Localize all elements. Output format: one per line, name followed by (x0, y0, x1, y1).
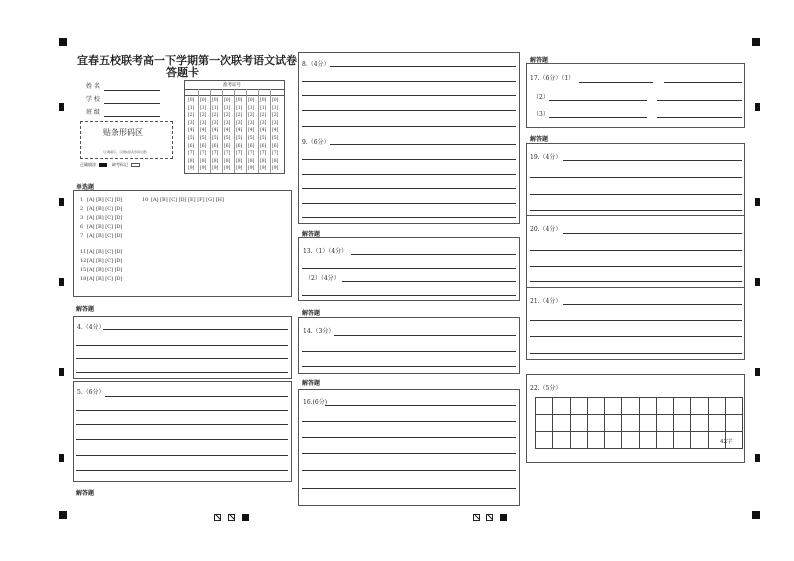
digit-bubble[interactable]: [4] (188, 128, 195, 134)
digit-bubble[interactable]: [8] (236, 158, 243, 164)
exam-number-header: 准考证号 (223, 83, 241, 88)
answer-line[interactable] (530, 177, 742, 178)
writing-cell[interactable] (621, 397, 639, 415)
mcq-number: 15 (80, 267, 87, 273)
digit-bubble[interactable]: [9] (224, 166, 231, 172)
page-code-mark (473, 514, 480, 521)
digit-bubble[interactable]: [4] (212, 128, 219, 134)
digit-bubble[interactable]: [2] (260, 113, 267, 119)
answer-line[interactable] (530, 353, 742, 354)
digit-bubble[interactable]: [1] (224, 105, 231, 111)
mcq-options[interactable]: [A] [B] [C] [D] (87, 215, 123, 221)
answer-line[interactable] (530, 194, 742, 195)
mcq-number: 7 (80, 233, 84, 239)
digit-bubble[interactable]: [0] (200, 98, 207, 103)
digit-bubble[interactable]: [0] (188, 98, 195, 103)
digit-bubble[interactable]: [1] (236, 105, 243, 111)
answer-line[interactable] (330, 66, 516, 67)
answer-line[interactable] (76, 439, 288, 440)
digit-bubble[interactable]: [1] (272, 105, 279, 111)
mcq-number: 11 (80, 249, 87, 255)
correct-fill-label: 正确填涂 (80, 162, 96, 167)
digit-bubble[interactable]: [4] (236, 128, 243, 134)
answer-line[interactable] (530, 336, 742, 337)
mcq-options[interactable]: [A] [B] [C] [D] (87, 267, 123, 273)
answer-line[interactable] (330, 144, 516, 145)
answer-line[interactable] (76, 410, 288, 411)
digit-bubble[interactable]: [4] (260, 128, 267, 134)
page-title: 宜春五校联考高一下学期第一次联考语文试卷 (77, 54, 297, 67)
digit-bubble[interactable]: [6] (188, 143, 195, 149)
q5-label: 5.（6分） (77, 389, 105, 396)
digit-bubble[interactable]: [7] (248, 151, 255, 157)
answer-line[interactable] (530, 266, 742, 267)
q22-label: 22.（5分） (530, 385, 562, 392)
digit-bubble[interactable]: [9] (188, 166, 195, 172)
writing-cell[interactable] (604, 414, 622, 432)
digit-bubble[interactable]: [3] (236, 120, 243, 126)
answer-line[interactable] (302, 366, 516, 367)
q8-q9-box (298, 52, 520, 224)
digit-bubble[interactable]: [1] (200, 105, 207, 111)
writing-cell[interactable] (552, 431, 570, 449)
mcq-options[interactable]: [A] [B] [C] [D] (87, 224, 123, 230)
answer-line[interactable] (530, 320, 742, 321)
digit-bubble[interactable]: [5] (212, 136, 219, 141)
q20-label: 20.（4分） (530, 226, 562, 233)
class-field[interactable] (104, 116, 160, 117)
digit-bubble[interactable]: [9] (260, 166, 267, 172)
writing-cell[interactable] (587, 397, 605, 415)
answer-line[interactable] (76, 455, 288, 456)
digit-bubble[interactable]: [9] (248, 166, 255, 172)
digit-bubble[interactable]: [3] (188, 120, 195, 126)
timing-mark (59, 103, 64, 111)
answer-line[interactable] (657, 117, 742, 118)
timing-mark (755, 278, 760, 286)
mcq-10-number: 10 (142, 197, 149, 203)
digit-bubble[interactable]: [8] (272, 158, 279, 164)
digit-bubble[interactable]: [9] (200, 166, 207, 172)
answer-section-title: 解答题 (302, 310, 321, 317)
writing-cell[interactable] (535, 414, 553, 432)
registration-mark (752, 511, 760, 519)
digit-bubble[interactable]: [4] (272, 128, 279, 134)
writing-cell[interactable] (673, 397, 691, 415)
q19-label: 19.（4分） (530, 154, 562, 161)
digit-bubble[interactable]: [5] (188, 136, 195, 141)
writing-cell[interactable] (725, 397, 743, 415)
q8-label: 8.（4分） (302, 61, 330, 68)
answer-line[interactable] (76, 345, 288, 346)
digit-bubble[interactable]: [4] (248, 128, 255, 134)
writing-cell[interactable] (725, 414, 743, 432)
answer-section-title: 解答题 (530, 136, 549, 143)
writing-cell[interactable] (639, 397, 657, 415)
writing-cell[interactable] (570, 397, 588, 415)
answer-line[interactable] (549, 117, 647, 118)
timing-mark (59, 278, 64, 286)
digit-bubble[interactable]: [2] (248, 113, 255, 119)
registration-mark (59, 511, 67, 519)
correct-fill-sample (99, 163, 107, 167)
writing-cell[interactable] (621, 414, 639, 432)
answer-line[interactable] (302, 159, 516, 160)
mcq-number: 6 (80, 224, 84, 230)
digit-bubble[interactable]: [6] (236, 143, 243, 149)
digit-bubble[interactable]: [3] (272, 120, 279, 126)
answer-line[interactable] (76, 372, 288, 373)
answer-section-title: 解答题 (302, 231, 321, 238)
timing-mark (755, 454, 760, 462)
digit-bubble[interactable]: [5] (272, 136, 279, 141)
answer-line[interactable] (657, 100, 742, 101)
writing-cell[interactable] (621, 431, 639, 449)
digit-bubble[interactable]: [6] (272, 143, 279, 149)
registration-mark (752, 38, 760, 46)
answer-line[interactable] (302, 188, 516, 189)
answer-line[interactable] (302, 421, 516, 422)
barcode-label: 贴条形码区 (103, 128, 143, 137)
answer-line[interactable] (103, 329, 288, 330)
q4-label: 4.（4分） (77, 324, 105, 331)
digit-bubble[interactable]: [5] (236, 136, 243, 141)
answer-line[interactable] (563, 233, 742, 234)
digit-bubble[interactable]: [9] (212, 166, 219, 172)
timing-mark (755, 103, 760, 111)
digit-bubble[interactable]: [6] (260, 143, 267, 149)
q17-2-label: （2） (533, 94, 549, 101)
digit-bubble[interactable]: [8] (224, 158, 231, 164)
answer-section-title: 解答题 (76, 306, 95, 313)
timing-mark (755, 368, 760, 376)
digit-bubble[interactable]: [6] (200, 143, 207, 149)
writing-cell[interactable] (570, 431, 588, 449)
answer-line[interactable] (302, 217, 516, 218)
writing-cell[interactable] (656, 397, 674, 415)
class-label: 班 级 (86, 109, 100, 116)
q4-box (73, 316, 292, 379)
writing-cell[interactable] (552, 414, 570, 432)
digit-bubble[interactable]: [5] (200, 136, 207, 141)
digit-bubble[interactable]: [6] (224, 143, 231, 149)
mcq-number: 3 (80, 215, 84, 221)
q19-box (526, 143, 745, 216)
grid-column-divider (234, 89, 235, 173)
answer-line[interactable] (302, 470, 516, 471)
writing-cell[interactable] (690, 414, 708, 432)
digit-bubble[interactable]: [4] (224, 128, 231, 134)
writing-cell[interactable] (656, 431, 674, 449)
grid-column-divider (198, 89, 199, 173)
answer-line[interactable] (334, 335, 516, 336)
digit-bubble[interactable]: [2] (212, 113, 219, 119)
answer-line[interactable] (76, 424, 288, 425)
answer-line[interactable] (579, 82, 653, 83)
mcq-number: 12 (80, 258, 87, 264)
q17-box (526, 63, 745, 128)
mcq-options[interactable]: [A] [B] [C] [D] (87, 258, 123, 264)
name-field[interactable] (104, 90, 160, 91)
digit-bubble[interactable]: [9] (272, 166, 279, 172)
digit-bubble[interactable]: [2] (224, 113, 231, 119)
digit-bubble[interactable]: [0] (272, 98, 279, 103)
mcq-number: 18 (80, 276, 87, 282)
answer-line[interactable] (105, 396, 288, 397)
mcq-options[interactable]: [A] [B] [C] [D] (87, 249, 123, 255)
digit-bubble[interactable]: [3] (224, 120, 231, 126)
digit-bubble[interactable]: [0] (260, 98, 267, 103)
answer-section-title: 解答题 (302, 380, 321, 387)
exam-number-grid (184, 80, 285, 174)
q13-2-label: （2）（4分） (305, 275, 340, 282)
answer-line[interactable] (302, 110, 516, 111)
digit-bubble[interactable]: [8] (248, 158, 255, 164)
answer-line[interactable] (563, 160, 742, 161)
page-code-mark (486, 514, 493, 521)
writing-cell[interactable] (690, 397, 708, 415)
writing-cell[interactable] (673, 414, 691, 432)
mcq-number: 1 (80, 197, 84, 203)
digit-bubble[interactable]: [1] (212, 105, 219, 111)
digit-bubble[interactable]: [2] (236, 113, 243, 119)
q21-label: 21.（4分） (530, 298, 562, 305)
school-label: 学 校 (86, 96, 100, 103)
page-code-mark (228, 514, 235, 521)
q13-1-label: 13.（1）（4分） (303, 248, 348, 255)
writing-cell[interactable] (708, 397, 726, 415)
page-subtitle: 答题卡 (166, 66, 199, 79)
digit-bubble[interactable]: [0] (236, 98, 243, 103)
digit-bubble[interactable]: [2] (272, 113, 279, 119)
registration-mark (59, 38, 67, 46)
digit-bubble[interactable]: [7] (200, 151, 207, 157)
digit-bubble[interactable]: [3] (248, 120, 255, 126)
digit-bubble[interactable]: [1] (260, 105, 267, 111)
answer-line[interactable] (549, 100, 647, 101)
digit-bubble[interactable]: [1] (248, 105, 255, 111)
answer-line[interactable] (325, 405, 516, 406)
answer-line[interactable] (302, 174, 516, 175)
answer-line[interactable] (530, 281, 742, 282)
digit-bubble[interactable]: [0] (212, 98, 219, 103)
q21-box (526, 287, 745, 360)
writing-cell[interactable] (656, 414, 674, 432)
writing-cell[interactable] (535, 431, 553, 449)
barcode-area (80, 121, 173, 159)
q17-1-label: 17.（6分）（1） (530, 75, 575, 82)
digit-bubble[interactable]: [8] (212, 158, 219, 164)
digit-bubble[interactable]: [1] (188, 105, 195, 111)
timing-mark (59, 454, 64, 462)
absent-mark-label: 缺考标记 (112, 162, 128, 167)
digit-bubble[interactable]: [7] (188, 151, 195, 157)
digit-bubble[interactable]: [7] (236, 151, 243, 157)
writing-cell[interactable] (552, 397, 570, 415)
q9-label: 9.（6分） (302, 139, 330, 146)
mcq-options[interactable]: [A] [B] [C] [D] (87, 233, 123, 239)
timing-mark (59, 198, 64, 206)
q20-box (526, 215, 745, 288)
writing-cell[interactable] (587, 431, 605, 449)
digit-bubble[interactable]: [7] (260, 151, 267, 157)
writing-cell[interactable] (639, 431, 657, 449)
mcq-number: 2 (80, 206, 84, 212)
digit-bubble[interactable]: [2] (188, 113, 195, 119)
answer-section-title: 解答题 (530, 57, 549, 64)
digit-bubble[interactable]: [7] (212, 151, 219, 157)
writing-cell[interactable] (604, 431, 622, 449)
single-choice-section-title: 单选题 (76, 184, 95, 191)
digit-bubble[interactable]: [8] (200, 158, 207, 164)
absent-mark-box[interactable] (131, 163, 140, 167)
writing-cell[interactable] (690, 431, 708, 449)
q16-label: 16.(6分) (303, 399, 328, 406)
name-label: 姓 名 (86, 83, 100, 90)
timing-mark (755, 198, 760, 206)
answer-line[interactable] (302, 126, 516, 127)
writing-cell[interactable] (535, 397, 553, 415)
answer-line[interactable] (302, 268, 516, 269)
digit-bubble[interactable]: [5] (248, 136, 255, 141)
barcode-note: （正确填写，示例粘贴条形码位置） (101, 150, 150, 154)
q13-box (298, 237, 520, 301)
answer-line[interactable] (530, 250, 742, 251)
digit-bubble[interactable]: [6] (248, 143, 255, 149)
writing-cell[interactable] (639, 414, 657, 432)
mcq-options[interactable]: [A] [B] [C] [D] (87, 276, 123, 282)
answer-line[interactable] (302, 453, 516, 454)
grid-column-divider (270, 89, 271, 173)
single-choice-box (73, 190, 292, 297)
answer-line[interactable] (302, 81, 516, 82)
digit-bubble[interactable]: [7] (224, 151, 231, 157)
answer-line[interactable] (302, 203, 516, 204)
digit-bubble[interactable]: [7] (272, 151, 279, 157)
digit-bubble[interactable]: [4] (200, 128, 207, 134)
digit-bubble[interactable]: [3] (260, 120, 267, 126)
timing-mark (59, 368, 64, 376)
grid-column-divider (210, 89, 211, 173)
answer-line[interactable] (664, 82, 742, 83)
answer-section-title: 解答题 (76, 490, 95, 497)
digit-bubble[interactable]: [3] (212, 120, 219, 126)
digit-bubble[interactable]: [8] (188, 158, 195, 164)
grid-column-divider (222, 89, 223, 173)
mcq-10-options[interactable]: [A] [B] [C] [D] [E] [F] [G] [H] (151, 197, 224, 203)
digit-bubble[interactable]: [9] (236, 166, 243, 172)
writing-cell[interactable] (570, 414, 588, 432)
answer-line[interactable] (76, 470, 288, 471)
digit-bubble[interactable]: [3] (200, 120, 207, 126)
q17-3-label: （3） (533, 111, 549, 118)
answer-line[interactable] (302, 295, 516, 296)
digit-bubble[interactable]: [0] (224, 98, 231, 103)
answer-line[interactable] (302, 437, 516, 438)
digit-bubble[interactable]: [8] (260, 158, 267, 164)
answer-line[interactable] (302, 488, 516, 489)
answer-line[interactable] (563, 304, 742, 305)
mcq-options[interactable]: [A] [B] [C] [D] (87, 197, 123, 203)
digit-bubble[interactable]: [2] (200, 113, 207, 119)
school-field[interactable] (104, 103, 160, 104)
page-code-mark (242, 514, 249, 521)
answer-line[interactable] (302, 351, 516, 352)
page-code-mark (500, 514, 507, 521)
writing-cell[interactable] (604, 397, 622, 415)
digit-bubble[interactable]: [5] (224, 136, 231, 141)
grid-column-divider (258, 89, 259, 173)
digit-bubble[interactable]: [0] (248, 98, 255, 103)
mcq-options[interactable]: [A] [B] [C] [D] (87, 206, 123, 212)
q14-label: 14.（3分） (303, 328, 335, 335)
page-code-mark (214, 514, 221, 521)
answer-line[interactable] (302, 95, 516, 96)
answer-line[interactable] (76, 358, 288, 359)
writing-cell[interactable] (587, 414, 605, 432)
answer-line[interactable] (530, 210, 742, 211)
answer-line[interactable] (342, 281, 516, 282)
q22-word-count: 42字 (720, 439, 733, 445)
digit-bubble[interactable]: [5] (260, 136, 267, 141)
grid-column-divider (246, 89, 247, 173)
writing-cell[interactable] (673, 431, 691, 449)
digit-bubble[interactable]: [6] (212, 143, 219, 149)
answer-line[interactable] (351, 254, 516, 255)
writing-cell[interactable] (708, 414, 726, 432)
